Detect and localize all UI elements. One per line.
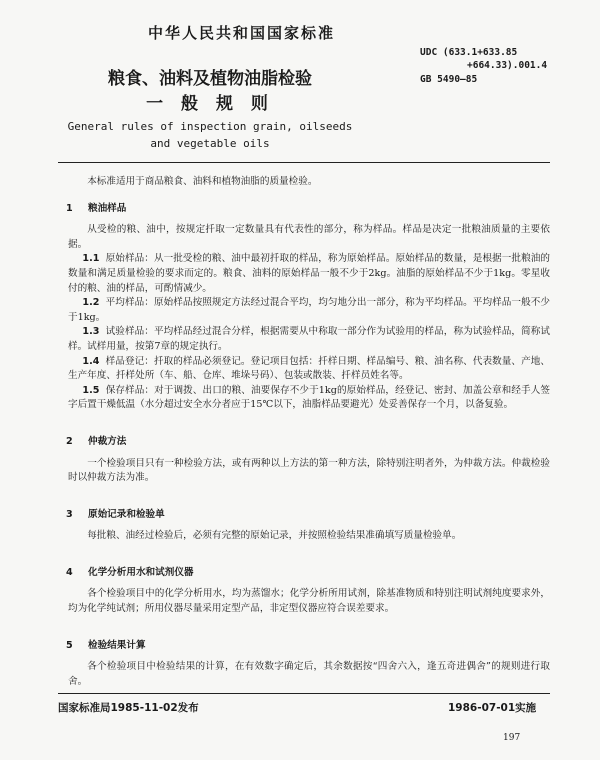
english-title-line-2: and vegetable oils [150,137,270,150]
gb-number: GB 5490—85 [420,74,478,85]
section-4-text: 各个检验项目中的化学分析用水，均为蒸馏水；化学分析所用试剂，除基准物质和特别注明试剂纯度要求外，均为化学纯试剂；所用仪器尽量采用定型产品，非定型仪器应符合误差要求。 [68,588,550,615]
section-3-text: 每批粮、油经过检验后，必须有完整的原始记录，并按照检验结果准确填写质量检验单。 [87,530,462,542]
document-subtitle: 一 般 规 则 [146,94,274,114]
standard-body [68,175,550,689]
section-2-heading: 2 仲裁方法 [66,435,127,447]
document-title: 粮食、油料及植物油脂检验 [108,69,312,89]
udc-code [420,46,547,72]
clause-1-3: 1.3 试验样品：平均样品经过混合分样，根据需要从中称取一部分作为试验用的样品，称为试验样品，简称试样。试样用量，按第7章的规定执行。 [68,326,551,352]
section-4-heading: 4 化学分析用水和试剂仪器 [66,566,194,578]
clause-1-4: 1.4 样品登记：扦取的样品必须登记。登记项目包括：扦样日期、样品编号、粮、油名称、代表数量、产地、生产年度、扦样处所（车、船、仓库、堆垛号码）、包装或散装、扦样员姓名等。 [68,355,551,382]
issue-date: 国家标准局1985-11-02发布 [58,702,199,714]
section-1-text: 从受检的粮、油中，按规定扦取一定数量具有代表性的部分，称为样品。样品是决定一批粮油质量的主要依据。 [68,224,550,250]
section-5-text: 各个检验项目中检验结果的计算，在有效数字确定后，其余数据按“四舍六入，逢五奇进偶舍”的规则进行取舍。 [68,661,550,687]
section-2-text: 一个检验项目只有一种检验方法，或有两种以上方法的第一种方法，除特别注明者外，为仲裁方法。仲裁检验时以仲裁方法为准。 [68,457,550,484]
clause-1-2: 1.2 平均样品：原始样品按照规定方法经过混合平均，均匀地分出一部分，称为平均样品。平均样品一般不少于1kg。 [68,297,551,323]
page-number: 197 [503,733,521,743]
header-divider [58,162,550,163]
udc-line-2: +664.33).001.4 [467,60,548,71]
section-1-heading: 1 粮油样品 [66,202,127,214]
effective-date: 1986-07-01实施 [448,702,537,714]
english-title [0,118,420,152]
section-5-heading: 5 检验结果计算 [66,639,146,651]
english-title-line-1: General rules of inspection grain, oilseeds [67,120,353,133]
country-standard-heading: 中华人民共和国国家标准 [148,24,336,42]
section-3-heading: 3 原始记录和检验单 [66,508,165,520]
scope-statement: 本标准适用于商品粮食、油料和植物油脂的质量检验。 [87,176,318,187]
clause-1-1: 1.1 原始样品：从一批受检的粮、油中最初扦取的样品，称为原始样品。原始样品的数量，是根据一批粮油的数量和满足质量检验的要求而定的。粮食、油料的原始样品一般不少于2kg。油脂的原始样品不少于1kg。零星收付的粮、油的样品，可酌情减少。 [68,253,551,294]
clause-1-5: 1.5 保存样品：对于调拨、出口的粮、油要保存不少于1kg的原始样品，经登记、密封、加盖公章和经手人签字后置干燥低温（水分超过安全水分者应于15℃以下，油脂样品要避光）处妥善保存一个月，以备复验。 [68,384,550,411]
udc-line-1: UDC (633.1+633.85 [420,47,518,58]
footer-divider [58,693,550,694]
